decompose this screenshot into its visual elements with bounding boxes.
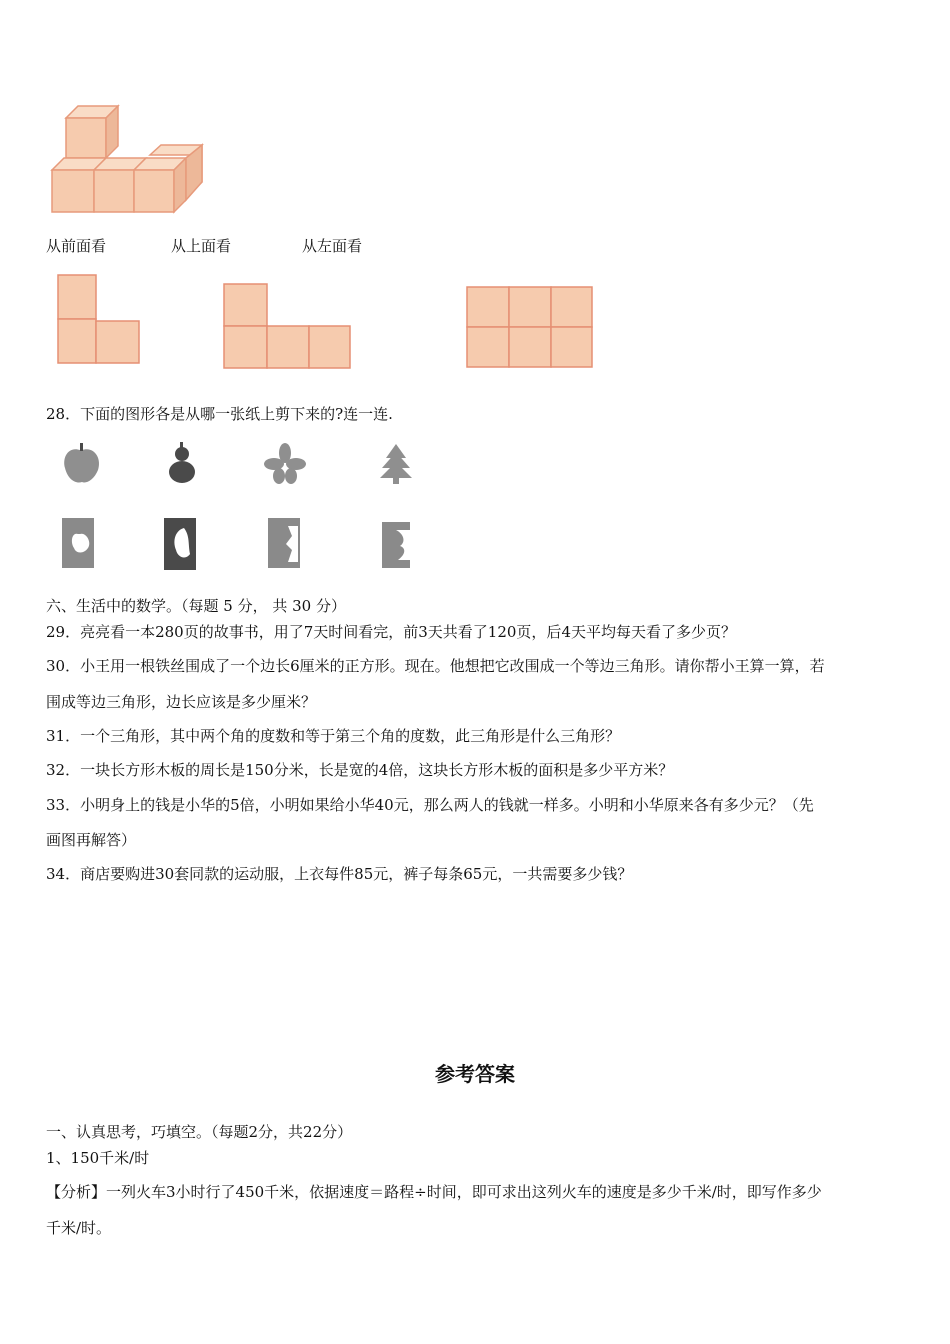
label-front-view: 从前面看 xyxy=(46,237,107,255)
view-left-drawing xyxy=(464,284,595,370)
question-30-line2: 围成等边三角形，边长应该是多少厘米？ xyxy=(46,693,317,711)
cube-front-upper xyxy=(66,118,106,158)
paper-sheet-4 xyxy=(382,522,410,568)
question-28: 28．下面的图形各是从哪一张纸上剪下来的?连一连. xyxy=(46,405,393,423)
view-top-drawing xyxy=(221,282,353,370)
label-top-view: 从上面看 xyxy=(171,237,232,255)
cube-stack-figure xyxy=(44,100,214,220)
answers-section-1-heading: 一、认真思考，巧填空。（每题2分，共22分） xyxy=(46,1123,353,1141)
gourd-shape-icon xyxy=(169,442,195,483)
question-29: 29．亮亮看一本280页的故事书，用了7天时间看完，前3天共看了120页，后4天平均每天看了多少页？ xyxy=(46,623,736,641)
question-34: 34．商店要购进30套同款的运动服，上衣每件85元，裤子每条65元，一共需要多少钱？ xyxy=(46,865,633,883)
section-6-heading: 六、生活中的数学。（每题 5 分， 共 30 分） xyxy=(46,597,346,615)
flower-shape-icon xyxy=(264,443,306,484)
paper-sheets-row xyxy=(60,514,420,574)
answers-title: 参考答案 xyxy=(435,1062,515,1086)
cube-front-1 xyxy=(52,170,94,212)
question-32: 32．一块长方形木板的周长是150分米，长是宽的4倍，这块长方形木板的面积是多少平方米？ xyxy=(46,761,674,779)
paper-sheet-3 xyxy=(268,518,300,568)
tree-shape-icon xyxy=(380,444,412,484)
answer-analysis-line1: 【分析】一列火车3小时行了450千米，依据速度＝路程÷时间，即可求出这列火车的速度是多少千米/时，即写作多少 xyxy=(46,1183,822,1201)
cutout-shapes-row xyxy=(60,440,420,490)
question-31: 31．一个三角形，其中两个角的度数和等于第三个角的度数，此三角形是什么三角形？ xyxy=(46,727,621,745)
apple-shape-icon xyxy=(64,443,99,483)
answer-analysis-line2: 千米/时。 xyxy=(46,1219,112,1237)
cube-front-2 xyxy=(94,170,134,212)
paper-sheet-2 xyxy=(164,518,196,570)
question-33-line1: 33．小明身上的钱是小华的5倍，小明如果给小华40元，那么两人的钱就一样多。小明和小华原来各有多少元？（先 xyxy=(46,796,814,814)
view-front-drawing xyxy=(55,272,145,368)
label-left-view: 从左面看 xyxy=(302,237,363,255)
cube-front-3 xyxy=(134,170,174,212)
question-30-line1: 30．小王用一根铁丝围成了一个边长6厘米的正方形。现在。他想把它改围成一个等边三角形。请你帮小王算一算，若 xyxy=(46,657,825,675)
answer-item-1: 1、150千米/时 xyxy=(46,1149,150,1167)
paper-sheet-1 xyxy=(62,518,94,568)
question-33-line2: 画图再解答） xyxy=(46,831,137,849)
